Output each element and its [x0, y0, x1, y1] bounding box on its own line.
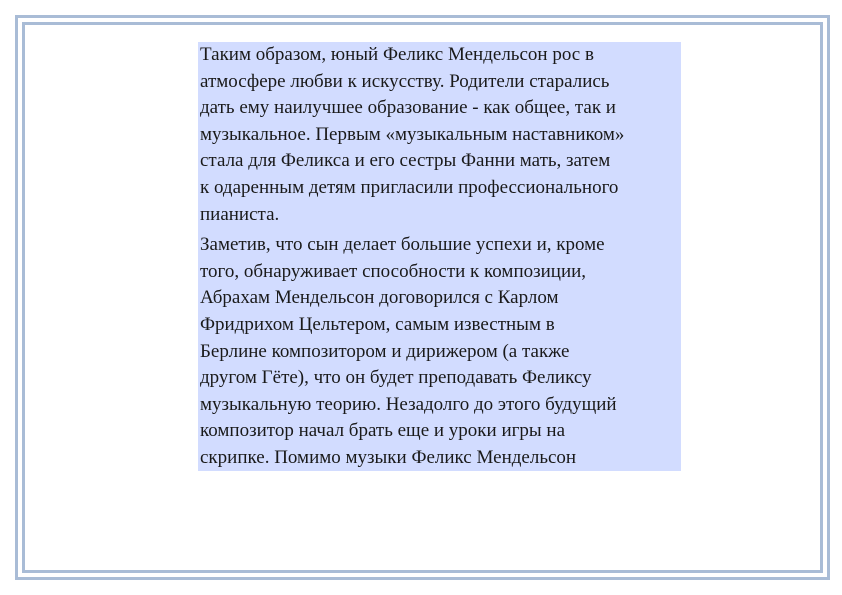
- paragraph-1: Таким образом, юный Феликс Мендельсон рос в атмосфере любви к искусству. Родители старались дать ему наилучшее образование - как общее, так и музыкальное. Первым «музыкальным наставником» стала для Феликса и его сестры Фанни мать, затем к одаренным детям пригласили профессионального пианиста.: [200, 44, 625, 225]
- text-box: [198, 42, 681, 471]
- paragraph-2: Заметив, что сын делает большие успехи и, кроме того, обнаруживает способности к композиции, Абрахам Мендельсон договорился с Карлом Фридрихом Цельтером, самым известным в Берлине композитором и дирижером (а также другом Гёте), что он будет преподавать Феликсу музыкальную теорию. Незадолго до этого будущий композитор начал брать еще и уроки игры на скрипке. Помимо музыки Феликс Мендельсон: [200, 234, 617, 468]
